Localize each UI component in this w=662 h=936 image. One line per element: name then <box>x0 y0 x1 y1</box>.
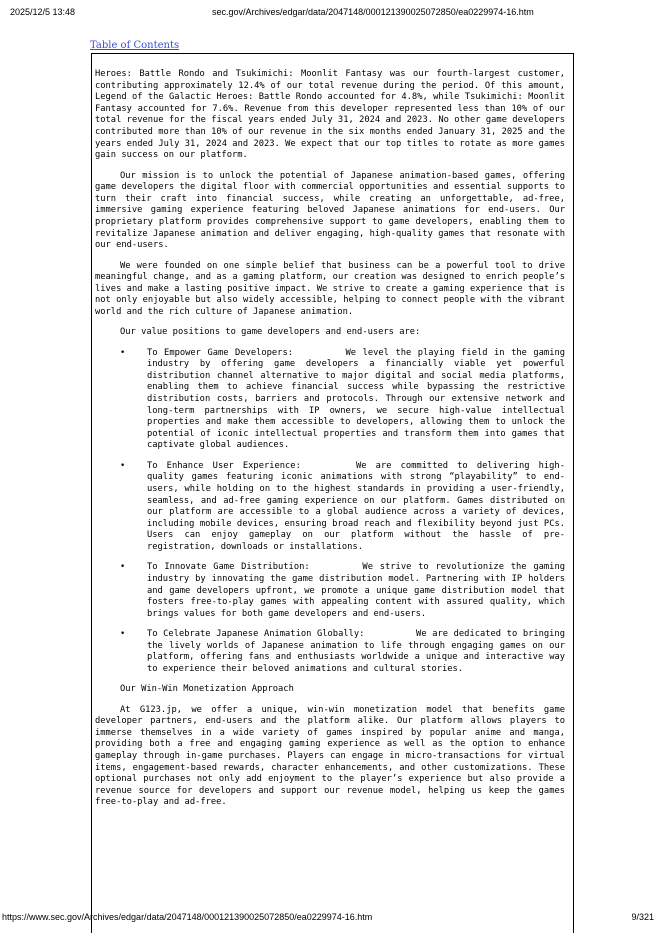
bullet-item-enhance-user-experience <box>95 461 565 554</box>
bullet-text: We are dedicated to bringing the lively worlds of Japanese animation to life through engaging games on our platform, offering fans and enthusiasts worldwide a unique and interactive way to experience their beloved animations and cultural stories. <box>147 629 565 674</box>
bullet-lead: To Celebrate Japanese Animation Globally: <box>147 629 365 640</box>
paragraph-value-positions-intro: Our value positions to game developers and end-users are: <box>120 327 421 338</box>
bullet-lead: To Innovate Game Distribution: <box>147 562 310 573</box>
bullet-lead: To Empower Game Developers: <box>147 347 293 358</box>
bullet-item-innovate-distribution <box>95 562 565 620</box>
paragraph-founding-belief: We were founded on one simple belief that business can be a powerful tool to drive meaningful change, and as a gaming platform, our creation was designed to enrich people’s lives and make a lasting positive impact. We strive to create a gaming experience that is not only enjoyable but also widely accessible, helping to connect people with the vibrant world and the rich culture of Japanese animation. <box>95 260 565 317</box>
bullet-icon: • <box>120 562 126 573</box>
bullet-item-empower-developers <box>95 348 565 452</box>
bullet-item-celebrate-animation <box>95 629 565 675</box>
bullet-icon: • <box>120 629 126 640</box>
print-header-url: sec.gov/Archives/edgar/data/2047148/000121390025072850/ea0229974-16.htm <box>212 7 534 17</box>
bullet-text: We strive to revolutionize the gaming industry by innovating the game distribution model. Partnering with IP holders and game developers upfront, we promote a unique game distribution model that fosters free-to-play games with appealing content with assured quality, which brings values for both game developers and end-users. <box>147 562 565 619</box>
paragraph-mission: Our mission is to unlock the potential of Japanese animation-based games, offering game developers the digital floor with commercial opportunities and essential supports to turn their craft into financial success, while creating an unforgettable, ad-free, immersive gaming experience featuring beloved Japanese animations for end-users. Our proprietary platform provides comprehensive support to game developers, enabling them to revitalize Japanese animation and deliver engaging, high-quality games that resonate with our end-users. <box>95 170 565 251</box>
page-number: 9/321 <box>631 912 654 922</box>
bullet-text: We level the playing field in the gaming industry by offering game developers a financially viable yet powerful distribution channel alternative to major digital and social media platforms, enabling them to achieve financial success while bypassing the restrictive distribution costs, barriers and protocols. Through our extensive network and long-term partnerships with IP owners, we secure high-value intellectual properties and make them accessible to developers, allowing them to unlock the potential of iconic intellectual properties and transform them into games that captivate global audiences. <box>147 347 565 451</box>
bullet-icon: • <box>120 347 126 358</box>
bullet-lead: To Enhance User Experience: <box>147 460 301 471</box>
document-body <box>95 69 565 818</box>
print-datetime: 2025/12/5 13:48 <box>10 7 76 17</box>
table-of-contents-link[interactable]: Table of Contents <box>90 40 180 51</box>
bullet-icon: • <box>120 460 126 471</box>
paragraph-monetization: At G123.jp, we offer a unique, win-win monetization model that benefits game developer partners, end-users and the platform alike. Our platform allows players to immerse themselves in a wide variety of games inspired by popular anime and manga, providing both a free and engaging gaming experience as well as the option to enhance gameplay through in-game purchases. Players can engage in micro-transactions for virtual items, engagement-based rewards, character enhancements, and other customizations. These optional purchases not only add enjoyment to the player’s experience but also provide a revenue source for developers and support our revenue model, helping us keep the games free-to-play and ad-free. <box>95 704 565 808</box>
paragraph-customer-revenue: Heroes: Battle Rondo and Tsukimichi: Moonlit Fantasy was our fourth-largest customer, contributing approximately 12.4% of our total revenue during the period. Of this amount, Legend of the Galactic Heroes: Battle Rondo accounted for 4.8%, while Tsukimichi: Moonlit Fantasy accounted for 7.6%. Revenue from this developer represented less than 10% of our total revenue for the fiscal years ended July 31, 2024 and 2023. No other game developers contributed more than 10% of our revenue in the six months ended January 31, 2025 and the years ended July 31, 2024 and 2023. We expect that our top titles to rotate as more games gain success on our platform. <box>95 69 565 161</box>
bullet-text: We are committed to delivering high-quality games featuring iconic animations with strong “playability” to end-users, while holding on to the highest standards in providing a user-friendly, seamless, and ad-free gaming experience on our platform. Games distributed on our platform are accessible to a global audience across a variety of devices, including mobile devices, ensuring broad reach and flexibility beyond just PCs. Users can enjoy gameplay on our platform without the hassle of pre-registration, downloads or installations. <box>147 460 565 552</box>
section-heading-monetization: Our Win-Win Monetization Approach <box>120 684 294 695</box>
print-footer-url: https://www.sec.gov/Archives/edgar/data/2047148/000121390025072850/ea0229974-16.htm <box>2 912 373 922</box>
